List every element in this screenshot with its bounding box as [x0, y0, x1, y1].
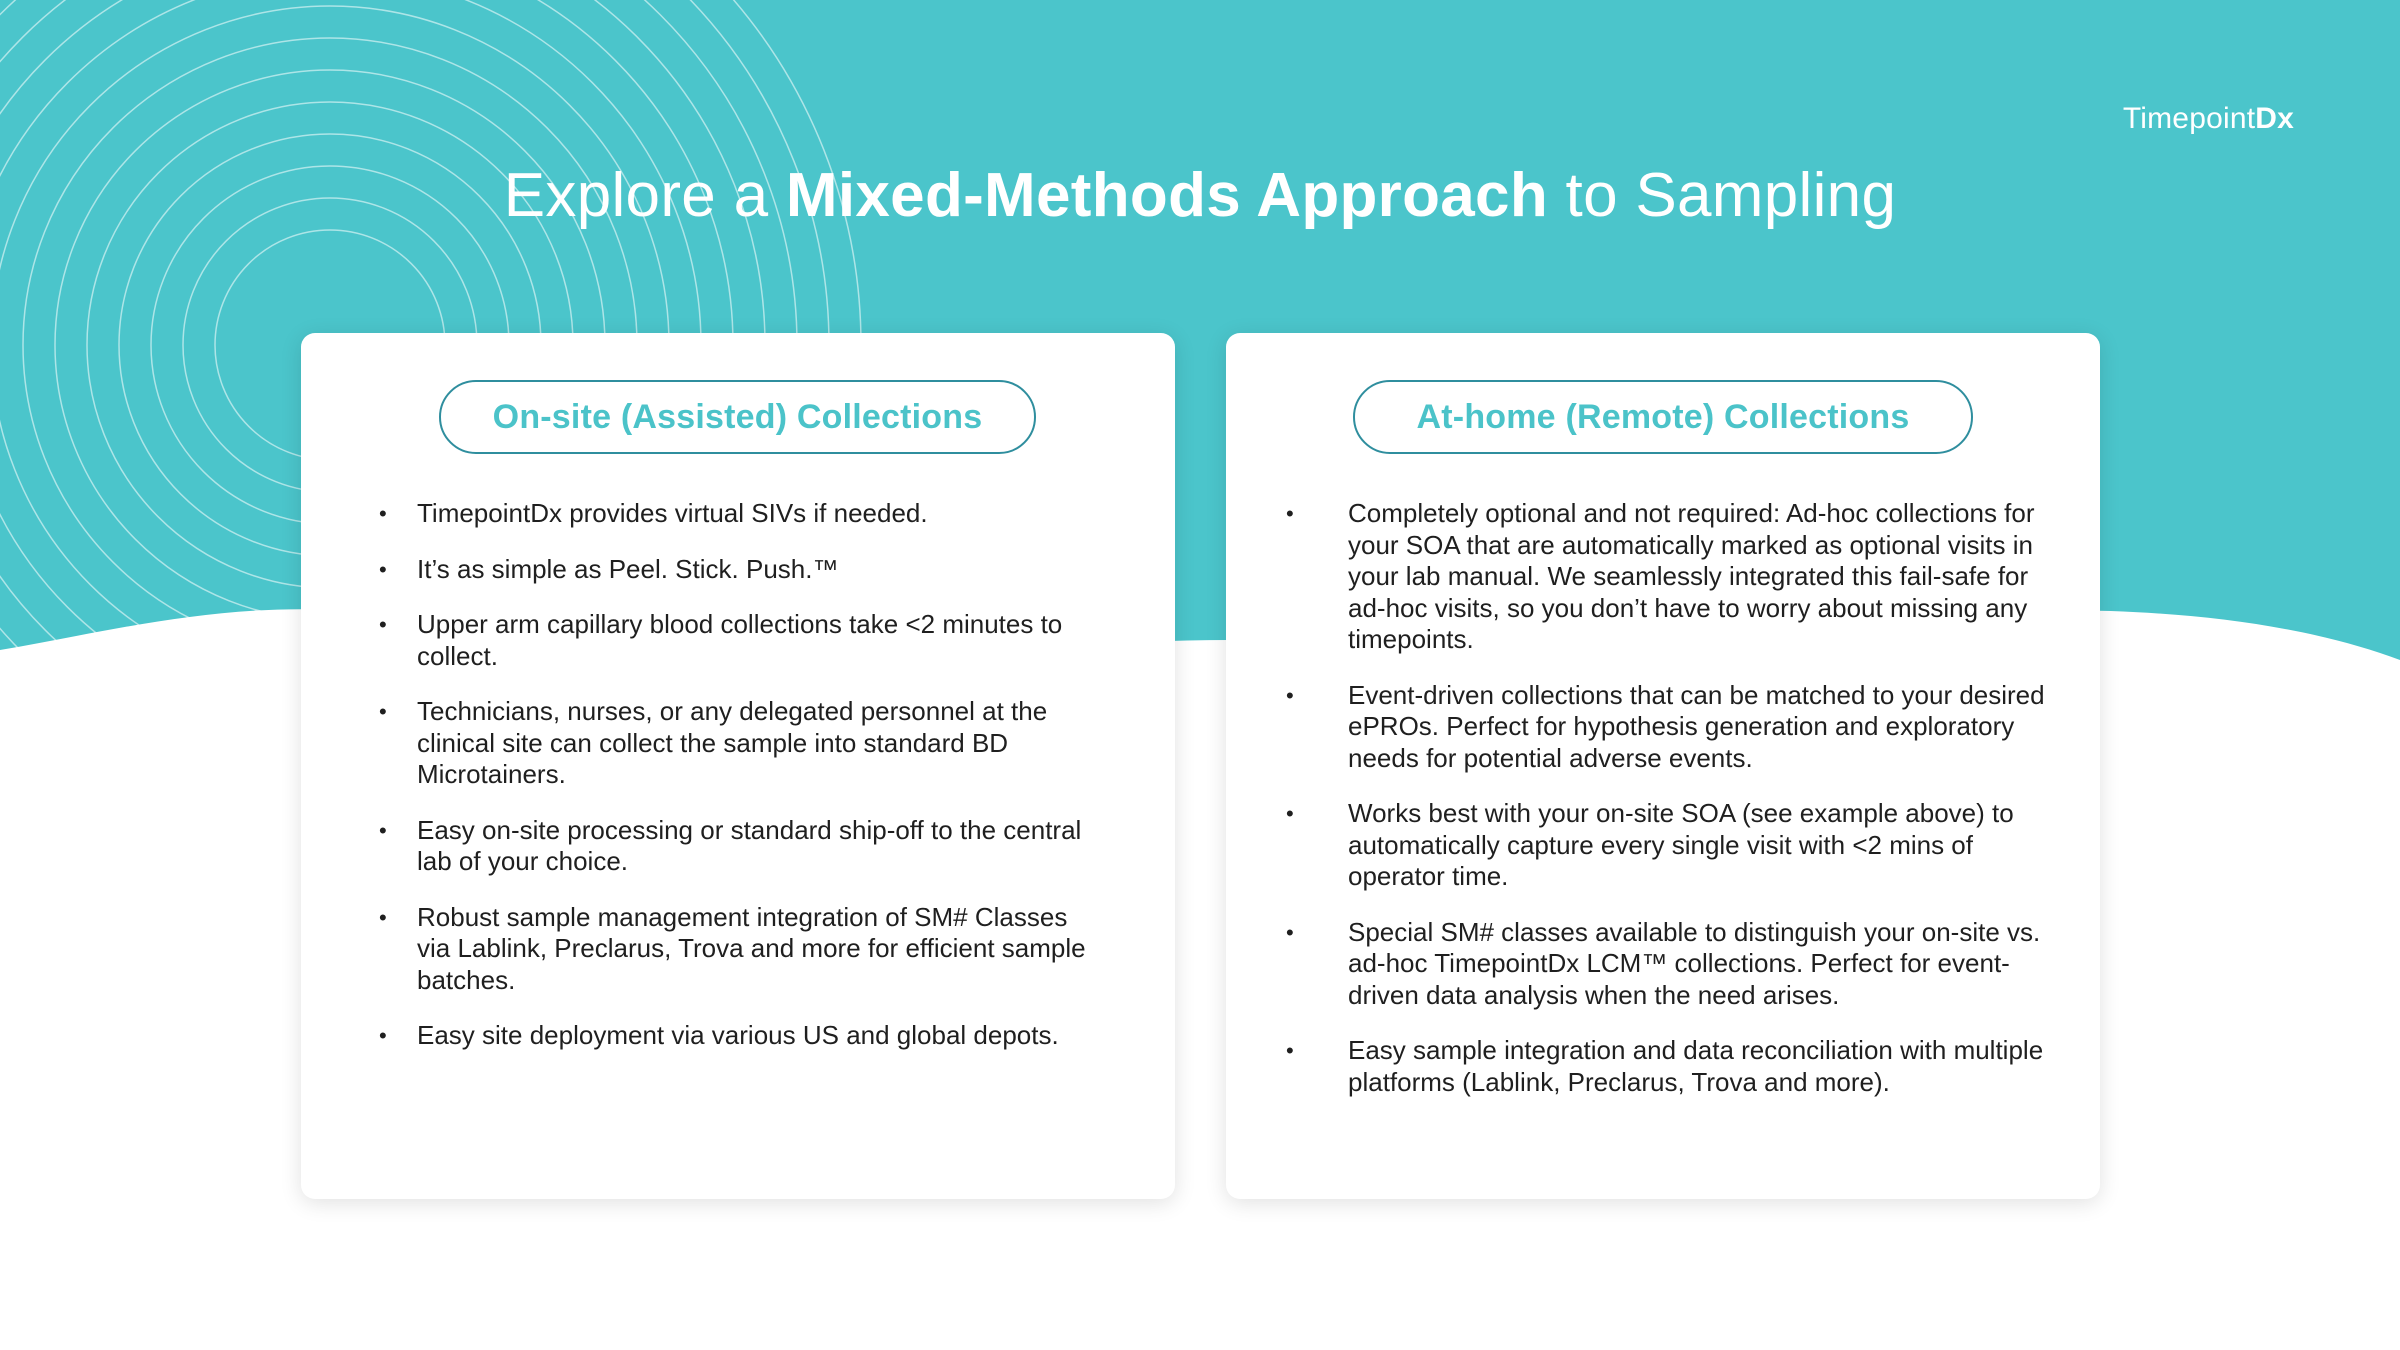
list-item	[379, 696, 1099, 791]
onsite-collections-title: On-site (Assisted) Collections	[439, 380, 1036, 454]
bullet-dot-icon: •	[379, 556, 387, 582]
onsite-collections-card	[301, 333, 1175, 1199]
brand-name-regular: Timepoint	[2122, 102, 2256, 135]
title-emphasis: Mixed-Methods Approach	[785, 161, 1549, 230]
athome-collections-card	[1226, 333, 2100, 1199]
bullet-dot-icon: •	[1286, 1038, 1294, 1063]
bullet-dot-icon: •	[1286, 682, 1294, 708]
list-item	[1286, 917, 2046, 1012]
list-item-text: Easy on-site processing or standard ship-off to the central lab of your choice.	[417, 814, 1082, 876]
list-item	[379, 554, 1099, 586]
list-item-text: Completely optional and not required: Ad-hoc collections for your SOA that are automatically marked as optional visits in your lab manual. We seamlessly integrated this fail-safe for ad-hoc visits, so you don’t have to worry about missing any timepoints.	[1348, 498, 2035, 654]
list-item-text: Special SM# classes available to distinguish your on-site vs. ad-hoc TimepointDx LCM™ collections. Perfect for event-driven data analysis when the need arises.	[1348, 916, 2041, 1010]
brand-name-bold: Dx	[2255, 102, 2294, 135]
brand-logo	[2123, 102, 2294, 136]
title-prefix: Explore a	[503, 161, 786, 230]
list-item-text: Easy sample integration and data reconciliation with multiple platforms (Lablink, Preclarus, Trova and more).	[1348, 1035, 2044, 1097]
onsite-bullet-list	[379, 498, 1099, 1076]
list-item	[379, 609, 1099, 672]
list-item	[379, 1020, 1099, 1052]
bullet-dot-icon: •	[1286, 919, 1294, 945]
bullet-dot-icon: •	[379, 904, 387, 930]
list-item-text: It’s as simple as Peel. Stick. Push.™	[417, 553, 839, 584]
list-item	[379, 498, 1099, 530]
bullet-dot-icon: •	[1286, 501, 1294, 526]
bullet-dot-icon: •	[379, 1023, 387, 1048]
list-item	[379, 815, 1099, 878]
list-item	[1286, 498, 2046, 656]
title-suffix: to Sampling	[1548, 161, 1897, 230]
list-item-text: Technicians, nurses, or any delegated personnel at the clinical site can collect the sample into standard BD Microtainers.	[417, 696, 1048, 789]
athome-bullet-list	[1286, 498, 2046, 1122]
athome-collections-title: At-home (Remote) Collections	[1353, 380, 1973, 454]
list-item	[1286, 798, 2046, 893]
list-item-text: Event-driven collections that can be matched to your desired ePROs. Perfect for hypothesis generation and exploratory needs for potential adverse events.	[1348, 679, 2045, 773]
bullet-dot-icon: •	[379, 817, 387, 843]
list-item-text: Easy site deployment via various US and global depots.	[417, 1020, 1059, 1050]
page-title	[0, 160, 2400, 231]
bullet-dot-icon: •	[379, 699, 387, 724]
list-item-text: TimepointDx provides virtual SIVs if needed.	[417, 498, 928, 528]
list-item-text: Upper arm capillary blood collections take <2 minutes to collect.	[417, 609, 1063, 671]
list-item	[1286, 680, 2046, 775]
bullet-dot-icon: •	[379, 612, 387, 637]
bullet-dot-icon: •	[1286, 801, 1294, 826]
list-item-text: Works best with your on-site SOA (see example above) to automatically capture every single visit with <2 mins of operator time.	[1348, 798, 2014, 891]
bullet-dot-icon: •	[379, 501, 387, 526]
list-item	[379, 902, 1099, 997]
list-item	[1286, 1035, 2046, 1098]
list-item-text: Robust sample management integration of SM# Classes via Lablink, Preclarus, Trova and more for efficient sample batches.	[417, 901, 1086, 995]
